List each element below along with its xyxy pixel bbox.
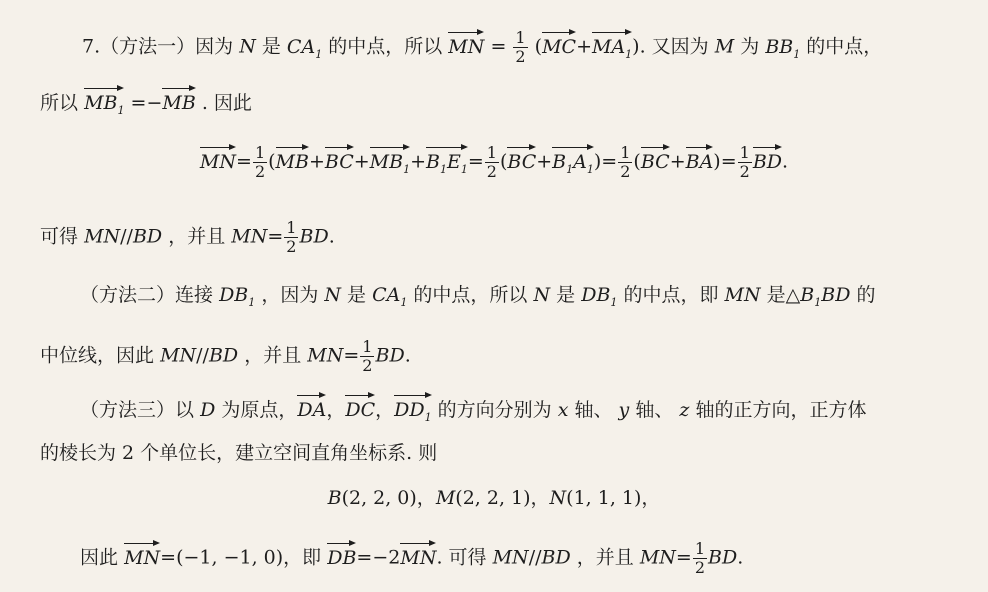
fraction-half: $\frac{1}{2}$	[486, 143, 497, 181]
text: 的棱长为 2 个单位长，建立空间直角坐标系. 则	[40, 442, 438, 464]
text: 又因为	[651, 35, 709, 58]
seg-mn: MN	[84, 225, 121, 248]
equals: =	[675, 546, 692, 569]
text: 轴、	[574, 399, 613, 421]
comma: ，	[326, 399, 346, 421]
text: 为	[740, 35, 760, 58]
vector-da: DA	[297, 399, 327, 421]
vector-mb: MB	[162, 92, 196, 114]
text: 的方向分别为	[437, 399, 552, 421]
method1-equation	[0, 145, 988, 181]
paren: (	[633, 150, 641, 173]
paren: ).	[632, 35, 646, 58]
equals: )=	[593, 150, 618, 173]
text: =−2	[356, 546, 401, 569]
var-m: M	[714, 35, 735, 58]
point-n: N	[549, 487, 567, 509]
coord-m: (2, 2, 1)，	[455, 487, 550, 509]
plus: +	[353, 150, 370, 173]
parallel: //	[120, 225, 133, 248]
vector-mb1: $MB_1$	[370, 150, 410, 182]
parallel: //	[196, 344, 209, 367]
period: .	[737, 546, 744, 569]
triangle-b1bd: $B_1BD$	[800, 284, 851, 309]
method3-line2	[40, 441, 437, 465]
method2-conclusion	[40, 339, 411, 374]
text: 中位线，因此	[40, 344, 155, 367]
text: （方法二）连接	[80, 284, 214, 306]
seg-mn: MN	[492, 546, 529, 569]
text: . 可得	[436, 546, 487, 569]
text: 是	[347, 284, 367, 306]
point-b: B	[327, 487, 342, 509]
method1-line2	[40, 91, 252, 123]
seg-bd: BD	[299, 225, 329, 248]
seg-mn: MN	[160, 344, 197, 367]
text: 7.（方法一）因为	[82, 35, 234, 58]
seg-mn: MN	[307, 344, 344, 367]
coord-n: (1, 1, 1)，	[566, 487, 661, 509]
seg-bd: BD	[132, 225, 163, 248]
fraction-half: $\frac{1}{2}$	[620, 143, 631, 181]
seg-ca1: $CA_1$	[286, 35, 323, 61]
equals: =−	[130, 92, 163, 114]
vector-mn: MN	[448, 35, 485, 58]
plus: +	[410, 150, 427, 173]
paren: (	[534, 35, 543, 58]
fraction-half: $\frac{1}{2}$	[362, 337, 373, 375]
axis-z: z	[679, 399, 690, 421]
vector-mb: MB	[275, 150, 309, 173]
coordinates	[0, 486, 988, 510]
equals: =	[267, 225, 284, 248]
paren: (	[499, 150, 508, 173]
var-n: N	[239, 35, 256, 58]
period: .	[782, 150, 789, 173]
axis-x: x	[557, 399, 569, 421]
plus: +	[536, 150, 553, 173]
var-n: N	[324, 284, 341, 306]
text: 轴的正方向，正方体	[695, 399, 867, 421]
coord-b: (2, 2, 0)，	[341, 487, 436, 509]
vector-mb1: $MB_1$	[84, 91, 124, 123]
method1-conclusion	[40, 220, 335, 255]
text: 因此	[80, 546, 119, 569]
plus: +	[669, 150, 686, 173]
point-m: M	[435, 487, 456, 509]
vector-bc: BC	[324, 150, 354, 173]
var-d: D	[200, 399, 216, 421]
text: 的	[856, 284, 876, 306]
text: ，并且	[576, 546, 634, 569]
text: 所以	[40, 92, 79, 114]
vector-ba: BA	[685, 150, 714, 173]
paren: (	[268, 150, 276, 173]
seg-bd: BD	[708, 546, 738, 569]
seg-mn: MN	[724, 284, 761, 306]
fraction-half: $\frac{1}{2}$	[286, 218, 297, 256]
equals: =	[343, 344, 360, 367]
fraction-half: $\frac{1}{2}$	[739, 143, 750, 181]
vector-bd: BD	[752, 150, 783, 173]
text: 轴、	[635, 399, 674, 421]
vector-mc: MC	[542, 35, 577, 58]
text: ，并且	[244, 344, 302, 367]
text: 的中点，即	[623, 284, 719, 306]
method3-line1	[80, 398, 866, 430]
text: ，因为	[261, 284, 319, 306]
axis-y: y	[618, 399, 630, 421]
method2-line1	[80, 283, 876, 315]
fraction-half: $\frac{1}{2}$	[694, 539, 706, 577]
comma: ，	[375, 399, 395, 421]
vector-bc: BC	[507, 150, 537, 173]
period: .	[404, 344, 411, 367]
vector-dd1: $DD_1$	[394, 398, 431, 430]
seg-bd: BD	[208, 344, 239, 367]
seg-ca1: $CA_1$	[372, 284, 408, 309]
vector-dc: DC	[345, 399, 376, 421]
seg-mn: MN	[231, 225, 268, 248]
text: （方法三）以	[80, 399, 195, 421]
vector-db: DB	[327, 546, 357, 569]
var-n: N	[533, 284, 551, 306]
seg-bd: BD	[541, 546, 571, 569]
vector-b1a1: $B_1A_1$	[552, 150, 594, 182]
text: 的中点，	[806, 35, 883, 58]
seg-bb1: $BB_1$	[765, 35, 801, 61]
seg-bd: BD	[375, 344, 405, 367]
plus: +	[308, 150, 325, 173]
vector-mn: MN	[199, 150, 237, 173]
vector-ma1: $MA_1$	[592, 35, 632, 67]
text: 是	[556, 284, 576, 306]
seg-db1: $DB_1$	[581, 284, 618, 309]
seg-mn: MN	[639, 546, 676, 569]
text: 的中点，所以	[413, 284, 528, 306]
method3-conclusion	[80, 541, 743, 576]
text: 为原点，	[221, 399, 298, 421]
text: =(−1, −1, 0)，即	[160, 546, 322, 569]
vector-b1e1: $B_1E_1$	[426, 150, 468, 182]
fraction-half: $\frac{1}{2}$	[254, 143, 266, 181]
vector-mn: MN	[124, 546, 161, 569]
equals: )=	[713, 150, 737, 173]
parallel: //	[528, 546, 542, 569]
text: 可得	[40, 225, 79, 248]
seg-db1: $DB_1$	[219, 284, 256, 309]
text: ，并且	[168, 225, 226, 248]
text: 是	[261, 35, 281, 58]
equals: =	[467, 150, 484, 173]
plus: +	[576, 35, 592, 58]
method1-line1	[82, 30, 882, 66]
text: . 因此	[201, 92, 252, 114]
equals: =	[490, 35, 507, 58]
text: 的中点，所以	[328, 35, 443, 58]
vector-mn: MN	[400, 546, 437, 569]
fraction-half: $\frac{1}{2}$	[515, 28, 526, 66]
period: .	[328, 225, 335, 248]
text: 是△	[766, 284, 801, 306]
vector-bc: BC	[640, 150, 670, 173]
equals: =	[236, 150, 252, 173]
